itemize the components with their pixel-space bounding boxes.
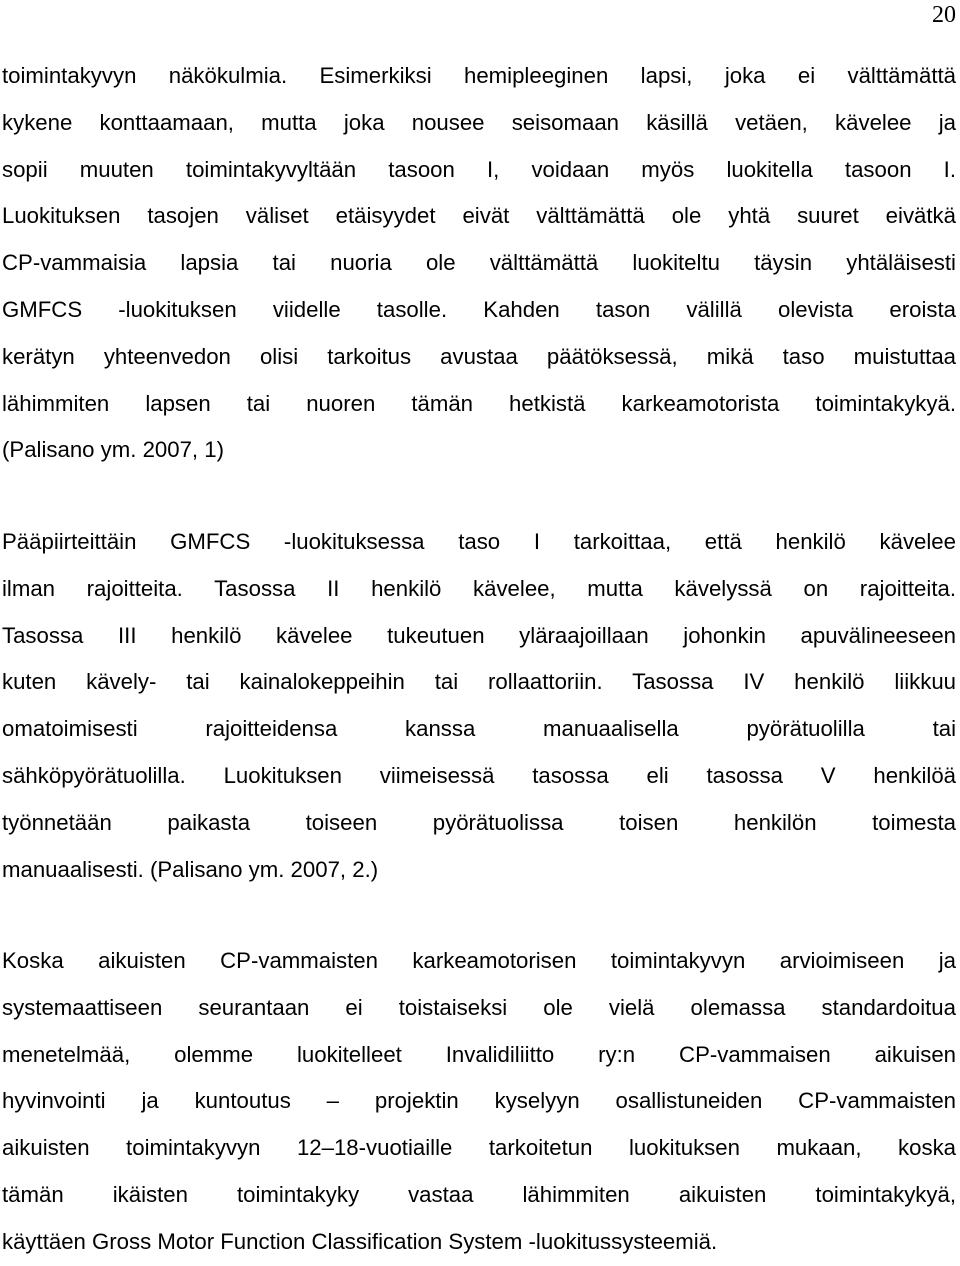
- text-line: Tasossa III henkilö kävelee tukeutuen yläraajoillaan johonkin apuvälineeseen: [2, 622, 956, 648]
- text-line: työnnetään paikasta toiseen pyörätuolissa toisen henkilön toimesta: [2, 809, 956, 835]
- text-line: Luokituksen tasojen väliset etäisyydet eivät välttämättä ole yhtä suuret eivätkä: [2, 203, 956, 229]
- text-line: CP-vammaisia lapsia tai nuoria ole välttämättä luokiteltu täysin yhtäläisesti: [2, 250, 956, 276]
- paragraph-3: [2, 938, 956, 1266]
- text-line: aikuisten toimintakyvyn 12–18-vuotiaille tarkoitetun luokituksen mukaan, koska: [2, 1135, 956, 1161]
- text-line: kykene konttaamaan, mutta joka nousee seisomaan käsillä vetäen, kävelee ja: [2, 109, 956, 135]
- text-line: (Palisano ym. 2007, 1): [2, 437, 224, 463]
- text-line: toimintakyvyn näkökulmia. Esimerkiksi hemipleeginen lapsi, joka ei välttämättä: [2, 63, 956, 88]
- text-line: kerätyn yhteenvedon olisi tarkoitus avustaa päätöksessä, mikä taso muistuttaa: [2, 343, 956, 369]
- text-line: kuten kävely- tai kainalokeppeihin tai rollaattoriin. Tasossa IV henkilö liikkuu: [2, 669, 956, 695]
- text-line: menetelmää, olemme luokitelleet Invalidiliitto ry:n CP-vammaisen aikuisen: [2, 1041, 956, 1067]
- page-number: 20: [932, 2, 956, 28]
- text-line: tämän ikäisten toimintakyky vastaa lähimmiten aikuisten toimintakykyä,: [2, 1181, 956, 1207]
- text-line: lähimmiten lapsen tai nuoren tämän hetkistä karkeamotorista toimintakykyä.: [2, 390, 956, 416]
- text-line: manuaalisesti. (Palisano ym. 2007, 2.): [2, 856, 379, 882]
- text-line: käyttäen Gross Motor Function Classification System -luokitussysteemiä.: [2, 1228, 718, 1254]
- text-line: systemaattiseen seurantaan ei toistaiseksi ole vielä olemassa standardoitua: [2, 994, 956, 1020]
- text-line: sähköpyörätuolilla. Luokituksen viimeisessä tasossa eli tasossa V henkilöä: [2, 762, 956, 788]
- text-line: sopii muuten toimintakyvyltään tasoon I, voidaan myös luokitella tasoon I.: [2, 156, 956, 182]
- text-line: GMFCS -luokituksen viidelle tasolle. Kahden tason välillä olevista eroista: [2, 296, 956, 322]
- text-line: Koska aikuisten CP-vammaisten karkeamotorisen toimintakyvyn arvioimiseen ja: [2, 948, 956, 973]
- text-line: Pääpiirteittäin GMFCS -luokituksessa taso I tarkoittaa, että henkilö kävelee: [2, 529, 956, 554]
- text-line: ilman rajoitteita. Tasossa II henkilö kävelee, mutta kävelyssä on rajoitteita.: [2, 575, 956, 601]
- text-line: omatoimisesti rajoitteidensa kanssa manuaalisella pyörätuolilla tai: [2, 716, 956, 742]
- text-line: hyvinvointi ja kuntoutus – projektin kyselyyn osallistuneiden CP-vammaisten: [2, 1088, 956, 1114]
- paragraph-1: [2, 53, 956, 474]
- paragraph-2: [2, 519, 956, 893]
